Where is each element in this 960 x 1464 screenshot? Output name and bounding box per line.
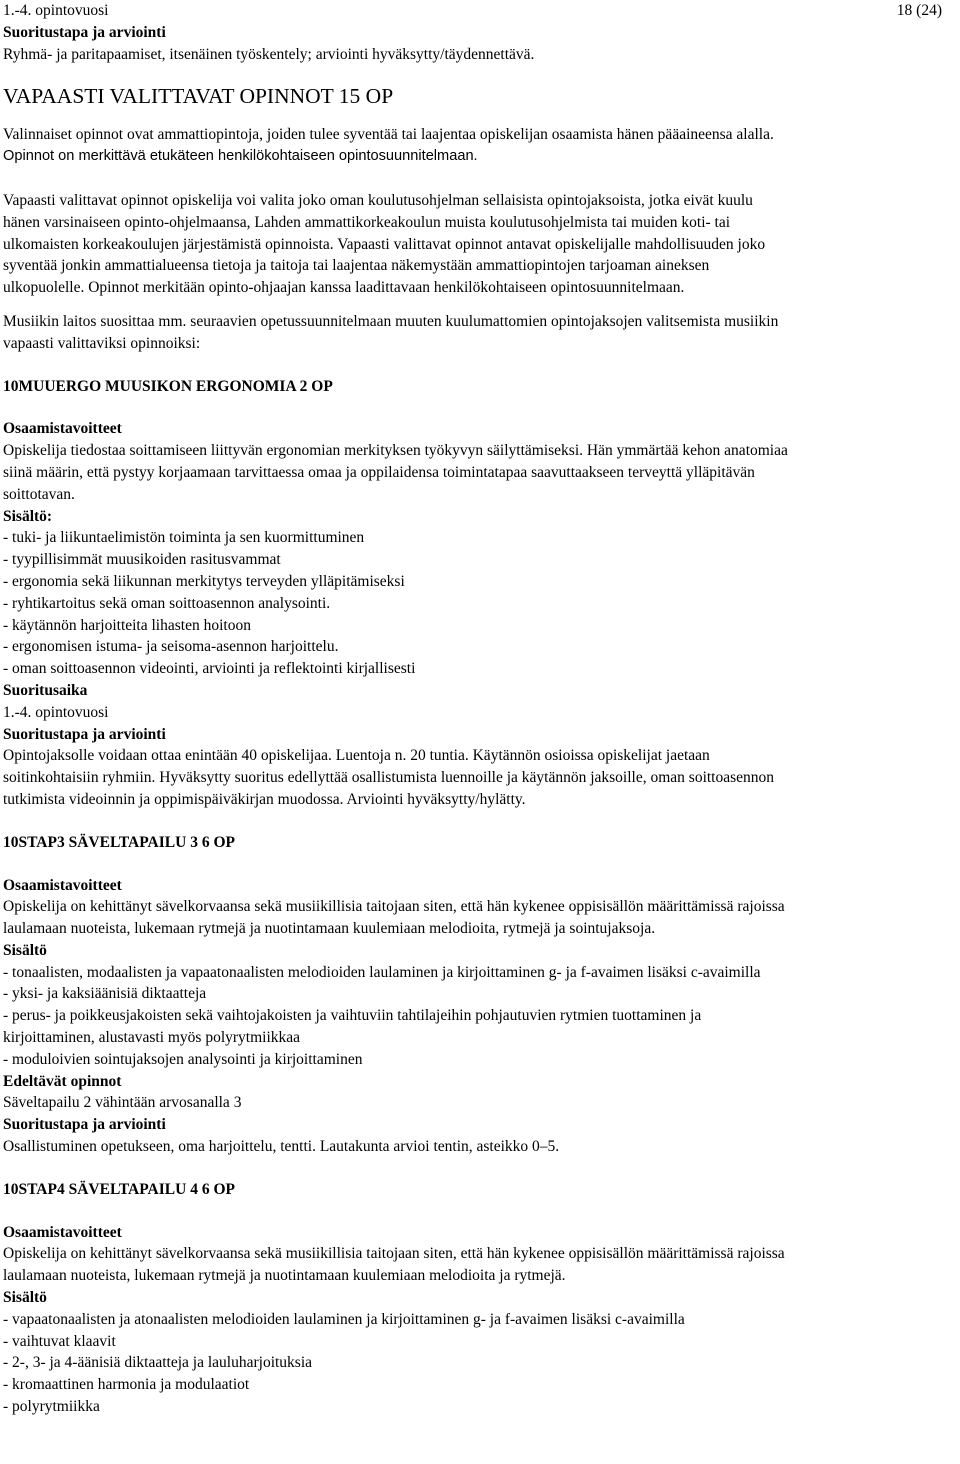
objectives-line: siinä määrin, että pystyy korjaamaan tarvittaessa omaa ja oppilaidensa toimintatapaa saavuttaakseen terveyttä ylläpitävän (3, 463, 755, 481)
content-item: - moduloivien sointujaksojen analysointi ja kirjoittaminen (3, 1050, 363, 1068)
method-heading: Suoritustapa ja arviointi (3, 1116, 166, 1134)
intro-line: Valinnaiset opinnot ovat ammattiopintoja, joiden tulee syventää tai laajentaa opiskelijan osaamista hänen pääaineensa alalla. (3, 126, 774, 144)
method-heading: Suoritustapa ja arviointi (3, 725, 166, 743)
content-item: - tuki- ja liikuntaelimistön toiminta ja sen kuormittuminen (3, 529, 365, 547)
objectives-heading: Osaamistavoitteet (3, 876, 122, 894)
content-item: - vaihtuvat klaavit (3, 1332, 116, 1350)
paragraph-line: Vapaasti valittavat opinnot opiskelija voi valita joko oman koulutusohjelman sellaisista opintojaksoista, jotka eivät kuulu (3, 191, 753, 209)
content-heading: Sisältö (3, 1289, 47, 1307)
content-item: - kromaattinen harmonia ja modulaatiot (3, 1376, 250, 1394)
objectives-heading: Osaamistavoitteet (3, 1223, 122, 1241)
content-item: - vapaatonaalisten ja atonaalisten melodioiden laulaminen ja kirjoittaminen g- ja f-avaimen lisäksi c-avaimilla (3, 1310, 685, 1328)
prereq-text: Säveltapailu 2 vähintään arvosanalla 3 (3, 1094, 242, 1112)
objectives-line: Opiskelija tiedostaa soittamiseen liittyvän ergonomian merkityksen työkyvyn säilyttämiseksi. Hän ymmärtää kehon anatomiaa (3, 442, 788, 460)
page-number: 18 (24) (896, 2, 942, 19)
content-item: kirjoittaminen, alustavasti myös polyrytmiikkaa (3, 1029, 301, 1047)
method-line: soitinkohtaisiin ryhmiin. Hyväksytty suoritus edellyttää osallistumista luennoille ja käytännön jaksoille, oman soittoasennon (3, 769, 775, 787)
objectives-line: laulamaan nuoteista, lukemaan rytmejä ja nuotintamaan kuulemiaan melodioita, rytmejä ja sointujaksoja. (3, 920, 656, 938)
course-ergonomics (3, 376, 953, 811)
content-item: - perus- ja poikkeusjakoisten sekä vaihtojakoisten ja vaihtuviin tahtilajeihin pohjautuvien rytmien tuottaminen ja (3, 1007, 702, 1025)
course-title: 10MUUERGO MUUSIKON ERGONOMIA 2 OP (3, 377, 333, 395)
method-line: Opintojaksolle voidaan ottaa enintään 40 opiskelijaa. Luentoja n. 20 tuntia. Käytännön osioissa opiskelijat jaetaan (3, 747, 710, 765)
paragraph-line: hänen varsinaiseen opinto-ohjelmaansa, Lahden ammattikorkeakoulun muista koulutusohjelmista tai muiden koti- tai (3, 213, 731, 231)
paragraph-line: ulkopuolelle. Opinnot merkitään opinto-ohjaajan kanssa laadittavaan henkilökohtaiseen opintosuunnitelmaan. (3, 279, 685, 297)
content-item: - käytännön harjoitteita lihasten hoitoon (3, 616, 251, 634)
intro-line-note: Opinnot on merkittävä etukäteen henkilökohtaiseen opintosuunnitelmaan. (3, 148, 478, 165)
content-item: - polyrytmiikka (3, 1398, 100, 1416)
study-year: 1.-4. opintovuosi (3, 2, 109, 19)
course-title: 10STAP4 SÄVELTAPAILU 4 6 OP (3, 1180, 235, 1198)
content-item: - tyypillisimmät muusikoiden rasitusvammat (3, 551, 281, 569)
objectives-line: Opiskelija on kehittänyt sävelkorvaansa sekä musiikillisia taitojaan siten, että hän kykenee oppisisällön määrittämissä rajoissa (3, 898, 785, 916)
objectives-heading: Osaamistavoitteet (3, 420, 122, 438)
document-page (3, 0, 953, 1418)
content-heading: Sisältö: (3, 507, 53, 525)
content-item: - ergonomisen istuma- ja seisoma-asennon harjoittelu. (3, 638, 339, 656)
content-heading: Sisältö (3, 941, 47, 959)
method-line: Osallistuminen opetukseen, oma harjoittelu, tentti. Lautakunta arvioi tentin, asteikko 0–5. (3, 1138, 560, 1156)
method-line: tutkimista videoinnin ja oppimispäiväkirjan muodossa. Arviointi hyväksytty/hylätty. (3, 790, 526, 808)
objectives-line: Opiskelija on kehittänyt sävelkorvaansa sekä musiikillisia taitojaan siten, että hän kykenee oppisisällön määrittämissä rajoissa (3, 1245, 785, 1263)
course-ear-training-4 (3, 1179, 953, 1418)
time-text: 1.-4. opintovuosi (3, 703, 109, 721)
paragraph-line: ulkomaisten korkeakoulujen järjestämistä opinnoista. Vapaasti valittavat opinnot antavat opiskelijalle mahdollisuuden joko (3, 235, 766, 253)
recommendation-paragraph (3, 311, 953, 355)
method-text: Ryhmä- ja paritapaamiset, itsenäinen työskentely; arviointi hyväksytty/täydennettävä. (3, 45, 535, 63)
free-electives-paragraph (3, 190, 953, 299)
prereq-heading: Edeltävät opinnot (3, 1072, 122, 1090)
content-item: - ryhtikartoitus sekä oman soittoasennon analysointi. (3, 594, 331, 612)
method-heading: Suoritustapa ja arviointi (3, 23, 166, 41)
objectives-line: soittotavan. (3, 485, 75, 503)
content-item: - yksi- ja kaksiäänisiä diktaatteja (3, 985, 207, 1003)
course-ear-training-3 (3, 832, 953, 1158)
paragraph-line: syventää jonkin ammattialueensa tietoja ja taitoja tai laajentaa näkemystään ammattiopintojen tarjoaman aineksen (3, 257, 710, 275)
section-title: VAPAASTI VALITTAVAT OPINNOT 15 OP (3, 84, 394, 109)
content-item: - oman soittoasennon videointi, arviointi ja reflektointi kirjallisesti (3, 660, 416, 678)
course-title: 10STAP3 SÄVELTAPAILU 3 6 OP (3, 833, 235, 851)
objectives-line: laulamaan nuoteista, lukemaan rytmejä ja nuotintamaan kuulemiaan melodioita ja rytmejä. (3, 1267, 566, 1285)
content-item: - 2-, 3- ja 4-äänisiä diktaatteja ja lauluharjoituksia (3, 1354, 313, 1372)
content-item: - tonaalisten, modaalisten ja vapaatonaalisten melodioiden laulaminen ja kirjoittaminen g- ja f-avaimen lisäksi c-avaimilla (3, 963, 761, 981)
paragraph-line: Musiikin laitos suosittaa mm. seuraavien opetussuunnitelmaan muuten kuulumattomien opintojaksojen valitsemista musiikin (3, 312, 779, 330)
paragraph-line: vapaasti valittaviksi opinnoiksi: (3, 334, 201, 352)
intro-paragraph (3, 124, 953, 168)
content-item: - ergonomia sekä liikunnan merkitytys terveyden ylläpitämiseksi (3, 572, 405, 590)
time-heading: Suoritusaika (3, 681, 88, 699)
